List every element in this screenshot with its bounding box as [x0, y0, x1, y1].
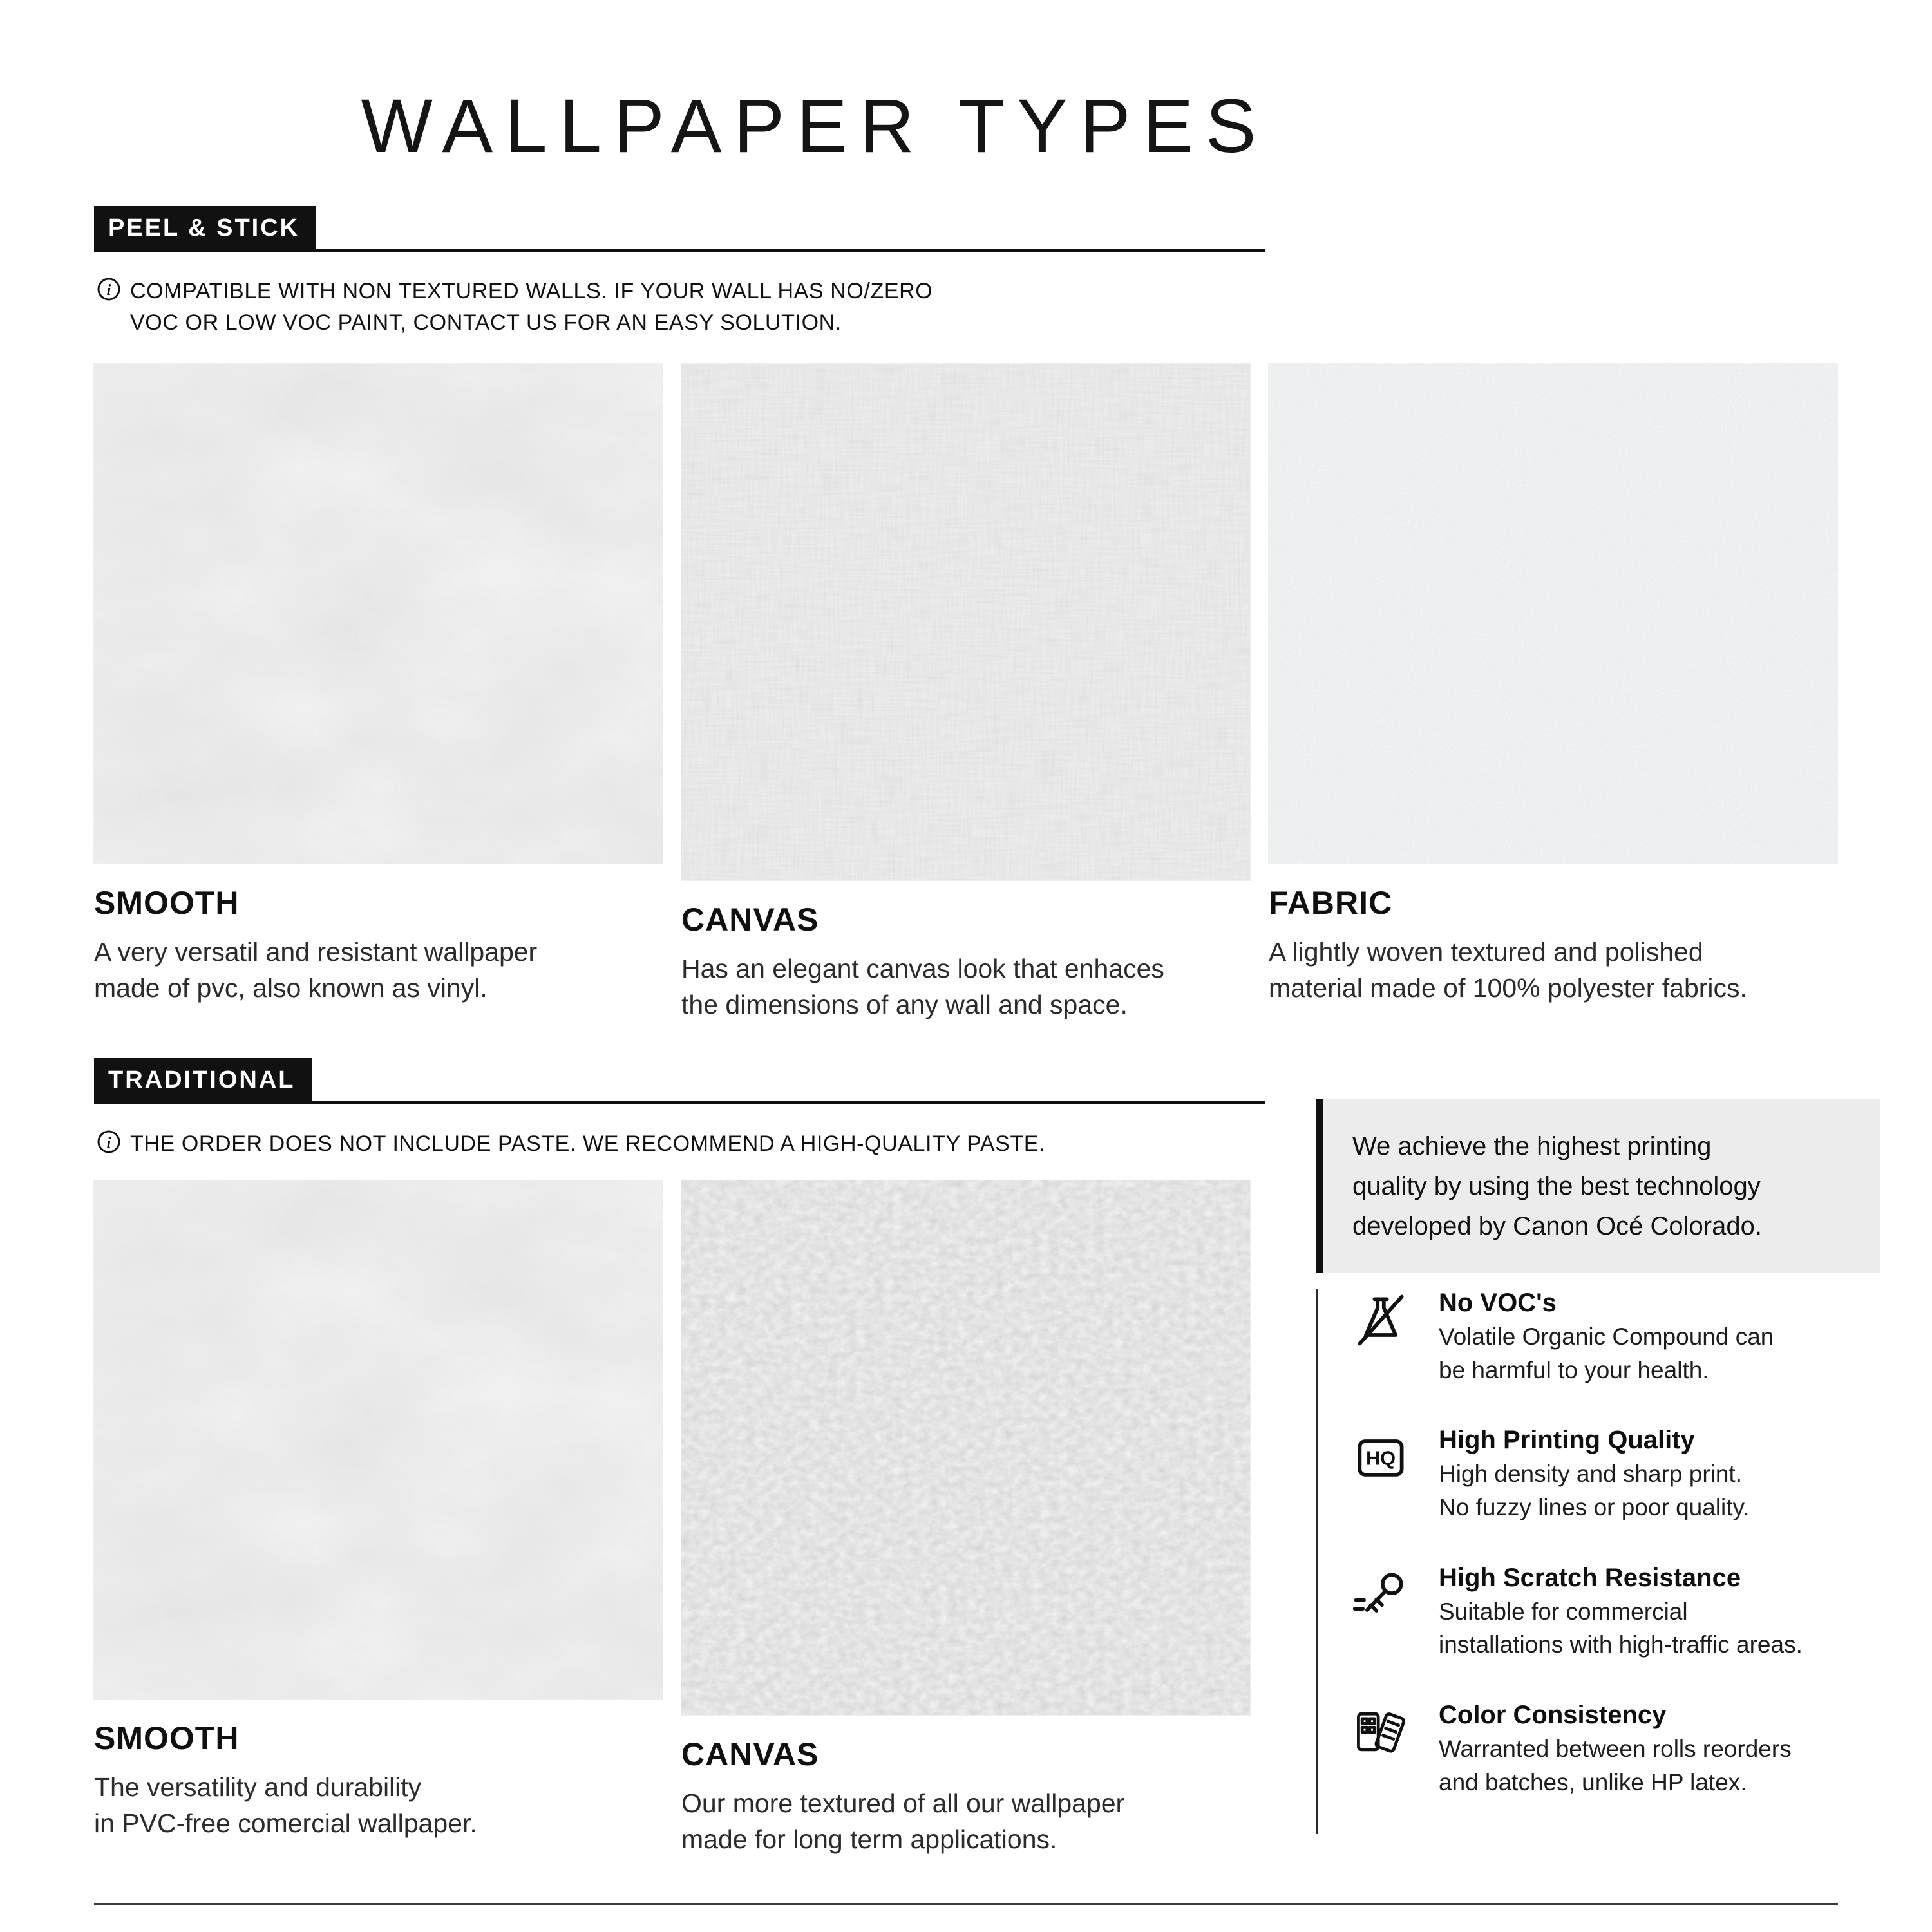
desc-line: The versatility and durability	[94, 1772, 422, 1802]
desc-line: Our more textured of all our wallpaper	[681, 1788, 1125, 1818]
feature-title: High Printing Quality	[1439, 1426, 1695, 1455]
feature-description: High density and sharp print. No fuzzy lines or poor quality.	[1439, 1461, 1750, 1520]
smooth-texture-image	[94, 364, 663, 864]
feature-text	[1439, 1287, 1774, 1387]
feature-text	[1439, 1562, 1803, 1662]
swatch-card-smooth-peel	[94, 364, 663, 1007]
feature-no-voc	[1350, 1287, 1904, 1387]
feature-title: High Scratch Resistance	[1439, 1563, 1741, 1592]
note-traditional	[97, 1128, 1045, 1160]
desc-line: made of pvc, also known as vinyl.	[94, 972, 488, 1003]
no-voc-icon	[1350, 1289, 1412, 1351]
swatch-name: CANVAS	[681, 1736, 819, 1772]
swatch-card-canvas-peel	[681, 364, 1250, 1023]
features-list	[1350, 1287, 1904, 1799]
swatch-description	[681, 1786, 1250, 1858]
desc-line: Has an elegant canvas look that enhaces	[681, 954, 1164, 983]
note-line: COMPATIBLE WITH NON TEXTURED WALLS. IF YOUR WALL HAS NO/ZERO	[130, 279, 933, 303]
note-line: THE ORDER DOES NOT INCLUDE PASTE. WE RECOMMEND A HIGH-QUALITY PASTE.	[130, 1132, 1046, 1156]
feature-text	[1439, 1424, 1750, 1524]
note-line: VOC OR LOW VOC PAINT, CONTACT US FOR AN EASY SOLUTION.	[130, 310, 842, 336]
desc-line: material made of 100% polyester fabrics.	[1269, 972, 1747, 1003]
svg-text:HQ: HQ	[1365, 1446, 1396, 1470]
swatch-card-fabric-peel	[1269, 364, 1837, 1007]
fabric-texture-image	[1269, 364, 1837, 864]
section-header-traditional	[94, 1058, 1265, 1104]
key-icon	[1350, 1564, 1412, 1626]
swatch-description	[1269, 934, 1837, 1007]
swatch-description	[94, 934, 663, 1007]
printing-quality-note	[1316, 1099, 1880, 1273]
feature-description: Warranted between rolls reorders and batches, unlike HP latex.	[1439, 1735, 1792, 1795]
info-icon	[97, 277, 121, 301]
note-text	[130, 276, 933, 339]
desc-line: in PVC-free comercial wallpaper.	[94, 1808, 477, 1838]
swatch-name: CANVAS	[681, 902, 819, 938]
hq-icon	[1350, 1426, 1412, 1488]
smooth-texture-image	[94, 1180, 663, 1699]
desc-line: A very versatil and resistant wallpaper	[94, 937, 538, 967]
swatch-name: SMOOTH	[94, 1720, 240, 1756]
section-label-peel-stick: PEEL & STICK	[94, 206, 316, 249]
svg-text:i: i	[106, 282, 111, 299]
feature-description: Suitable for commercial installations with high-traffic areas.	[1439, 1598, 1803, 1658]
features-divider-line	[1316, 1289, 1318, 1834]
feature-scratch-resistance	[1350, 1562, 1904, 1662]
quote-line: quality by using the best technology	[1352, 1172, 1761, 1200]
desc-line: made for long term applications.	[681, 1824, 1057, 1854]
bottom-divider-line	[94, 1903, 1838, 1905]
note-peel-stick	[97, 276, 933, 339]
desc-line: the dimensions of any wall and space.	[681, 989, 1128, 1019]
swatch-card-smooth-traditional	[94, 1180, 663, 1842]
feature-color-consistency	[1350, 1699, 1904, 1799]
feature-description: Volatile Organic Compound can be harmful to your health.	[1439, 1323, 1774, 1383]
section-label-traditional: TRADITIONAL	[94, 1058, 312, 1101]
note-text	[130, 1128, 1045, 1160]
page-title: WALLPAPER TYPES	[361, 84, 1269, 169]
info-icon	[97, 1130, 121, 1154]
section-header-peel-stick	[94, 206, 1265, 252]
svg-text:i: i	[106, 1135, 111, 1151]
quote-line: developed by Canon Océ Colorado.	[1352, 1212, 1762, 1240]
quote-line: We achieve the highest printing	[1352, 1132, 1712, 1160]
color-swatches-icon	[1350, 1701, 1412, 1763]
desc-line: A lightly woven textured and polished	[1269, 937, 1703, 967]
canvas-texture-image	[681, 364, 1250, 880]
swatch-card-canvas-traditional	[681, 1180, 1250, 1858]
swatch-name: FABRIC	[1269, 885, 1393, 921]
feature-title: Color Consistency	[1439, 1701, 1667, 1730]
feature-text	[1439, 1699, 1792, 1799]
swatch-description	[681, 951, 1250, 1023]
coarse-canvas-texture-image	[681, 1180, 1250, 1715]
feature-title: No VOC's	[1439, 1289, 1557, 1317]
feature-high-printing-quality	[1350, 1424, 1904, 1524]
swatch-name: SMOOTH	[94, 885, 240, 921]
swatch-description	[94, 1770, 663, 1842]
